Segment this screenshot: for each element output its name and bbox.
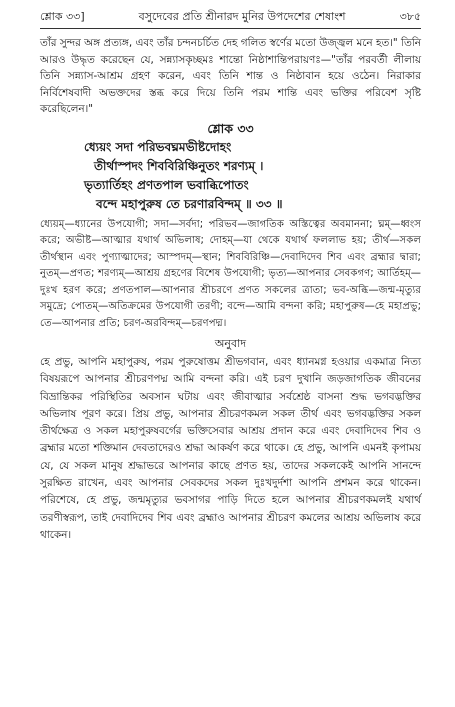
- translation-paragraph: হে প্রভু, আপনি মহাপুরুষ, পরম পুরুষোত্তম শ্রীভগবান, এবং ধ্যানমগ্ন হওয়ার একমাত্র নিত্য বিষয়রূপে আপনার শ্রীচরণপদ্ম আমি বন্দনা করি। এই চরণ দুখানি জড়জাগতিক জীবনের বিভ্রান্তিকর পরিস্থিতির অবসান ঘটায় এবং জীবাত্মার সর্বশ্রেষ্ঠ বাসনা শুদ্ধ ভগবদ্ভক্তির অভিলাষ পূরণ করে। প্রিয় প্রভু, আপনার শ্রীচরণকমল সকল তীর্থ এবং ভগবদ্ভক্তির সকল তীর্থক্ষেত্র ও সকল মহাপুরুষবর্গের ভক্তিসেবার আশ্রয় প্রদান করে এবং দেবাদিদেব শিব ও ব্রহ্মার মতো শক্তিমান দেবতাদেরও শ্রদ্ধা আকর্ষণ করে থাকে। হে প্রভু, আপনি এমনই কৃপাময় যে, যে সকল মানুষ শ্রদ্ধাভরে আপনার কাছে প্রণত হয়, তাদের সকলকেই আপনি সানন্দে সুরক্ষিত রাখেন, এবং আপনার সেবকদের সকল দুঃখদুর্দশা আপনি প্রশমন করে থাকেন। পরিশেষে, হে প্রভু, জন্মমৃত্যুর ভবসাগর পাড়ি দিতে হলে আপনার শ্রীচরণকমলই যথার্থ তরণীস্বরূপ, তাই দেবাদিদেব শিব এবং ব্রহ্মাও আপনার শ্রীচরণ কমলের আশ্রয় অভিলাষ করে থাকেন।: [40, 356, 421, 541]
- verse-line: তীর্থাস্পদং শিববিরিঞ্চিনুতং শরণ্যম্ ।: [94, 158, 264, 173]
- verse-line: বন্দে মহাপুরুষ তে চরণারবিন্দম্ ॥ ৩৩ ॥: [96, 196, 283, 211]
- word-meanings: ধ্যেয়ম্—ধ্যানের উপযোগী; সদা—সর্বদা; পরিভব—জাগতিক অস্তিত্বের অবমাননা; ঘ্নম্—ধ্বংস করে; অভীষ্ট—আত্মার যথার্থ অভিলাষ; দোহম্—যা থেকে যথার্থ ফললাভ হয়; তীর্থ—সকল তীর্থস্থান এবং পুণ্যাত্মাদের; আস্পদম্—স্থান; শিববিরিঞ্চি—দেবাদিদেব শিব এবং ব্রহ্মার দ্বারা; নুতম্—প্রণত; শরণ্যম্—আশ্রয় গ্রহণের বিশেষ উপযোগী; ভৃত্য—আপনার সেবকগণ; আর্তিহম্—দুঃখ হরণ করে; প্রণতপাল—আপনার শ্রীচরণে প্রণত সকলের ত্রাতা; ভব-অব্ধি—জন্ম-মৃত্যুর সমুদ্রে; পোতম্—অতিক্রমের উপযোগী তরণী; বন্দে—আমি বন্দনা করি; মহাপুরুষ—হে মহাপ্রভু; তে—আপনার প্রতি; চরণ-অরবিন্দম্—চরণপদ্ম।: [40, 218, 421, 329]
- header-divider: [40, 28, 421, 29]
- translation-heading: অনুবাদ: [214, 337, 247, 350]
- sloka-heading: শ্লোক ৩৩: [207, 120, 254, 136]
- purport-paragraph: তাঁর সুন্দর অঙ্গ প্রত্যঙ্গ, এবং তাঁর চন্দনচর্চিত দেহ গলিত স্বর্ণের মতো উজ্জ্বল মনে হত।" তিনি আরও উদ্ধৃত করেছেন যে, সন্ন্যাসকৃচ্ছমঃ শান্তো নিষ্ঠাশান্তিপরায়ণঃ—"তাঁর পরবর্তী লীলায় তিনি সন্ন্যাস-আশ্রম গ্রহণ করেন, এবং তিনি শান্ত ও নিষ্ঠাবান হয়ে ওঠেন। নিরাকার নির্বিশেষবাদী অভক্তদের স্তব্ধ করে দিয়ে তিনি পরম শান্তি এবং ভক্তির পরিবেশ সৃষ্টি করেছিলেন।": [40, 37, 421, 115]
- verse-line: ভৃত্যার্তিহং প্রণতপাল ভবাব্ধিপোতং: [84, 177, 249, 192]
- header-verse-ref: শ্লোক ৩৩]: [40, 10, 85, 23]
- header-chapter-title: বসুদেবের প্রতি শ্রীনারদ মুনির উপদেশের শেষাংশ: [138, 10, 346, 23]
- running-header: [40, 10, 421, 24]
- sanskrit-verse: [40, 138, 421, 214]
- verse-line: ধ্যেয়ং সদা পরিভবঘ্নমভীষ্টদোহং: [84, 139, 232, 154]
- page-number: ৩৮৫: [399, 10, 421, 23]
